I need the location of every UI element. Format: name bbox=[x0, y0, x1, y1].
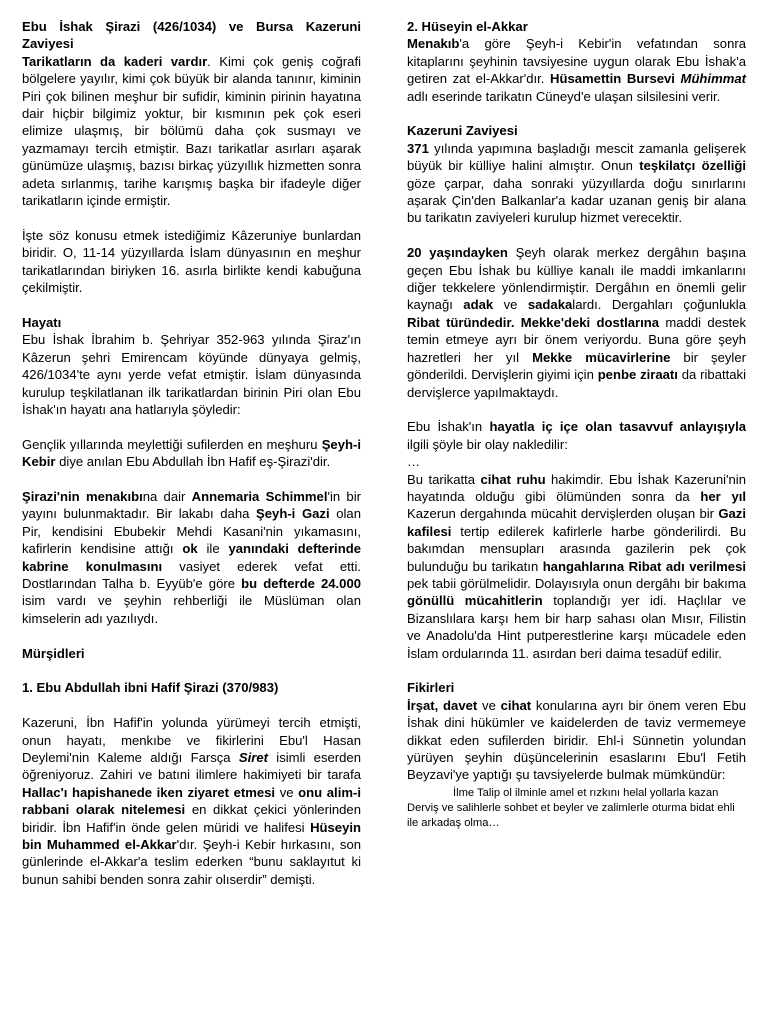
tasavvuf-paragraph: Ebu İshak'ın hayatla iç içe olan tasavvuf anlayışıyla ilgili şöyle bir olay nakledilir: bbox=[407, 419, 746, 452]
right-column bbox=[407, 18, 746, 831]
fikirleri-paragraph: İrşat, davet ve cihat konularına ayrı bir önem veren Ebu İshak dini hükümler ve kaidelerden de taviz vermemeye dikkat eden sufilerden biridir. Ehl-i Sünnetin yolundan yürüyen şeyhin düşüncelerinin esaslarını Ebu'l Fetih Beyzavi'ye yaptığı şu tavsiyelerde bulmak mümkündür: bbox=[407, 697, 747, 783]
zaviye-paragraph: 371 yılında yapımına başladığı mescit zamanla gelişerek büyük bir külliye halini almıştır. Onun teşkilatçı özelliği göze çarpar, daha sonraki yüzyıllarda doğu sınırlarını aşarak Çin'den Balkanlar'a kadar uzanan geniş bir alana bu tarikatın zaviyeleri kurulup hizmet verecektir. bbox=[407, 140, 746, 226]
mursid-2-heading: 2. Hüseyin el-Akkar bbox=[407, 19, 528, 34]
mursid-1-heading: 1. Ebu Abdullah ibni Hafif Şirazi (370/983) bbox=[22, 680, 279, 696]
zaviye-heading: Kazeruni Zaviyesi bbox=[407, 123, 518, 139]
quote-text: İlme Talip ol ilminle amel et rızkını helal yollarla kazan Derviş ve salihlerle sohbet et beyler ve zalimlerle oturma bidat ehli ile arkadaş olma… bbox=[407, 786, 735, 829]
dergah-paragraph: 20 yaşındayken Şeyh olarak merkez dergâhın başına geçen Ebu İshak bu külliye kanalı ile maddi imkanlarını diğer tekkelere yönlendirmiştir. Dergâhın en önemli gelir kaynağı adak ve sadakalardı. Dergahları çoğunlukla Ribat türündedir. Mekke'deki dostlarına maddi destek temin etmeye ayrı bir önem veriyordu. Buna göre şeyh hazretleri her yıl Mekke mücavirlerine bir şeyler gönderildi. Dervişlerin giyimi için penbe ziraatı da ribattaki dervişlerce yapılmaktaydı. bbox=[407, 245, 746, 400]
akkar-paragraph: Menakıb'a göre Şeyh-i Kebir'in vefatından sonra kitaplarını şeyhinin tavsiyesine uygun olarak Ebu İshak'a getiren zat el-Akkar'dır. Hüsamettin Bursevi Mühimmat adlı eserinde tarikatın Cüneyd'e ulaşan silsilesini verir. bbox=[407, 36, 746, 104]
genclik-paragraph: Gençlik yıllarında meylettiği sufilerden en meşhuru Şeyh-i Kebir diye anılan Ebu Abdullah İbn Hafif eş-Şirazi'dir. bbox=[22, 436, 361, 470]
mursidler-heading: Mürşidleri bbox=[22, 645, 85, 661]
intro-paragraph: Tarikatların da kaderi vardır. Kimi çok geniş coğrafi bölgelere yayılır, kimi çok büyük bir alanda tanınır, kiminin Piri çok bilinen meşhur bir sufidir, kiminin pirinin hayatına dair hiçbir bilgimiz yoktur, bir kısmının pek çok eseri elimize ulaşmış, bir bölümü daha çok susmayı ve yazmamayı tercih etmiştir. Bazı tarikatlar asırları aşarak günümüze ulaşmış, bazısı birkaç yüzyıllık hizmetten sonra adeta sırlanmış, tarihe karışmış başka bir ifadeyle diğer tarikatların içinde ermiştir. bbox=[22, 53, 361, 209]
hayati-paragraph: Ebu İshak İbrahim b. Şehriyar 352-963 yılında Şiraz'ın Kâzerun şehri Emirencam köyünde dünyaya gelmiş, 426/1034'te aynı yerde vefat etmiştir. İslam dünyasında kurulup teşkilatlanan ilk tarikatlardan birinin Piri olan Ebu İshak'ın hayatı ana hatlarıyla şöyledir: bbox=[22, 332, 361, 417]
quote-block bbox=[407, 786, 746, 831]
ellipsis-line: … bbox=[407, 454, 421, 470]
left-column bbox=[22, 18, 361, 888]
article-title: Ebu İshak Şirazi (426/1034) ve Bursa Kazeruni Zaviyesi bbox=[22, 19, 361, 52]
fikirleri-heading: Fikirleri bbox=[407, 680, 455, 696]
menakib-paragraph: Şirazi'nin menakıbına dair Annemaria Schimmel'in bir yayını bulunmaktadır. Bir lakabı daha Şeyh-i Gazi olan Pir, kendisini Ebubekir Mehdi Kasani'nin yıkamasını, kafirlerin kendisine attığı ok ile yanındaki defterinde kabrine konulmasını vasiyet ederek vefat etti. Dostlarından Talha b. Eyyüb'e göre bu defterde 24.000 isim vardı ve şeyhin rehberliği ile Müslüman olan kimselerin adı yazılıydı. bbox=[22, 488, 362, 626]
kazeruni-ibn-hafif-paragraph: Kazeruni, İbn Hafif'in yolunda yürümeyi tercih etmişti, onun hayatı, menkıbe ve fikirlerini Ebu'l Hasan Deylemi'nin Kaleme aldığı Farsça Siret isimli eserden öğreniyoruz. Zahiri ve batıni ilimlere hakimiyeti bir tarafa Hallac'ı hapishanede iken ziyaret etmesi ve onu alim-i rabbani olarak nitelemesi en dikkat çekici yönlerinden biridir. İbn Hafif'in önde gelen müridi ve halifesi Hüseyin bin Muhammed el-Akkar'dır. Şeyh-i Kebir hırkasını, son günlerinde el-Akkar'a teslim ederken “bunu saklayıtut ki bunun sahibi benden sonra zahir olıserdir” demişti. bbox=[22, 715, 362, 887]
kazeruniye-paragraph: İşte söz konusu etmek istediğimiz Kâzeruniye bunlardan biridir. O, 11-14 yüzyıllarda İslam dünyasının en meşhur tarikatlarından biriyken 16. asırla birlikte kendi kabuğuna çekilmiştir. bbox=[22, 227, 361, 296]
cihat-paragraph: Bu tarikatta cihat ruhu hakimdir. Ebu İshak Kazeruni'nin hayatında olduğu gibi ölümünden sonra da her yıl Kazerun dergahında mücahit dervişlerden oluşan bir Gazi kafilesi tertip edilerek kafirlerle harbe gönderilirdi. Bu bakımdan mensupları arasında gazilerin pek çok bulunduğu bu tarikatın hangahlarına Ribat adı verilmesi pek tabii görülmelidir. Dolayısıyla onun dergâhı bir bakıma gönüllü mücahitlerin toplandığı yer idi. Haçlılar ve Bizanslılara karşı hem bir harp sahası olan Mısır, Filistin ve Anadolu'da Hint putperestlerine karşı mücadele eden İslam ordularında 11. asırdan beri daima tesadüf edilir. bbox=[407, 471, 747, 661]
hayati-heading: Hayatı bbox=[22, 314, 62, 330]
